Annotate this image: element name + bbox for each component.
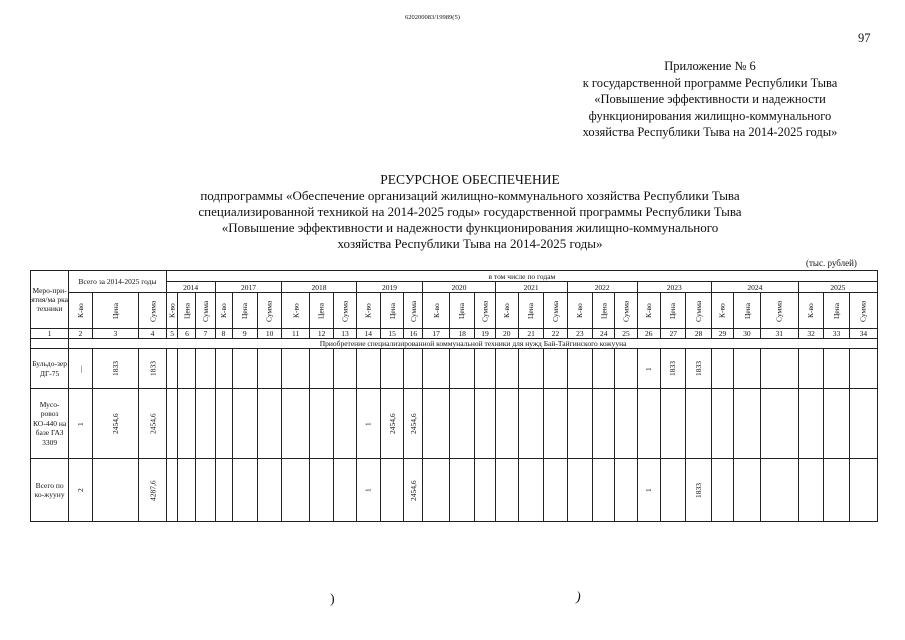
cell-2019-sum: 2454,6 — [404, 459, 423, 522]
cell-total-sum: 4287,6 — [139, 459, 167, 522]
year-header: 2025 — [798, 282, 877, 293]
sub-sum: Сумма — [196, 293, 215, 329]
table-row — [31, 389, 878, 459]
document-code: 620200083/19989(5) — [405, 14, 460, 21]
col-number: 29 — [711, 329, 733, 339]
sub-header-row — [31, 293, 878, 329]
sub-qty: К-во — [423, 293, 450, 329]
table-row — [31, 349, 878, 389]
sub-price: Цена — [660, 293, 685, 329]
year-header: 2018 — [282, 282, 356, 293]
appendix-line: хозяйства Республики Тыва на 2014-2025 годы» — [582, 125, 838, 139]
col-number: 25 — [615, 329, 637, 339]
sub-qty: К-во — [356, 293, 380, 329]
col-number: 24 — [593, 329, 615, 339]
col-number: 15 — [381, 329, 404, 339]
cell-total-qty: 1 — [69, 389, 92, 459]
col-number: 22 — [544, 329, 567, 339]
sub-qty: К-во — [282, 293, 310, 329]
cell-total-qty: 2 — [69, 459, 92, 522]
col-number: 6 — [178, 329, 196, 339]
row-name: Мусо-ровоз КО-440 на базе ГАЗ 3309 — [31, 389, 69, 459]
cell-2023-qty: 1 — [637, 459, 660, 522]
col-number: 20 — [495, 329, 518, 339]
sub-qty: К-во — [711, 293, 733, 329]
sub-price: Цена — [824, 293, 849, 329]
sub-sum: Сумма — [334, 293, 356, 329]
col-number: 11 — [282, 329, 310, 339]
col-number: 23 — [567, 329, 592, 339]
col-number: 31 — [760, 329, 798, 339]
col-number: 7 — [196, 329, 215, 339]
year-header: 2019 — [356, 282, 423, 293]
document-title — [120, 172, 820, 252]
units-label: (тыс. рублей) — [806, 258, 857, 268]
col-number: 19 — [475, 329, 495, 339]
sub-qty: К-во — [166, 293, 178, 329]
col-number: 1 — [31, 329, 69, 339]
sub-qty: К-во — [798, 293, 823, 329]
row-name: Бульдо-зер ДГ-75 — [31, 349, 69, 389]
appendix-line: функционирования жилищно-коммунального — [588, 108, 832, 123]
col-number: 28 — [686, 329, 711, 339]
col-number: 10 — [257, 329, 281, 339]
sub-qty: К-во — [215, 293, 232, 329]
cell-total-price — [92, 459, 139, 522]
col-number: 16 — [404, 329, 423, 339]
sub-price: Цена — [518, 293, 543, 329]
col-number: 12 — [309, 329, 333, 339]
sub-qty: К-во — [637, 293, 660, 329]
resource-table — [30, 270, 878, 522]
sub-sum: Сумма — [760, 293, 798, 329]
col-number: 2 — [69, 329, 92, 339]
subtitle-line: подпрограммы «Обеспечение организаций жилищно-коммунального хозяйства Республики Тыва — [200, 188, 740, 203]
col-number: 17 — [423, 329, 450, 339]
margin-mark: ) — [574, 589, 583, 606]
page-number: 97 — [858, 31, 871, 45]
sub-price: Цена — [381, 293, 404, 329]
cell-total-sum: 2454,6 — [139, 389, 167, 459]
section-header: Приобретение специализированной коммунальной техники для нужд Бай-Тайгинского кожууна — [69, 339, 878, 349]
col-number: 30 — [734, 329, 761, 339]
col-by-year-header: в том числе по годам — [166, 271, 877, 282]
cell-2023-sum: 1833 — [686, 349, 711, 389]
sub-qty: К-во — [69, 293, 92, 329]
sub-qty: К-во — [567, 293, 592, 329]
col-total-header: Всего за 2014-2025 годы — [69, 271, 167, 293]
cell-total-price: 1833 — [92, 349, 139, 389]
year-header: 2017 — [215, 282, 282, 293]
col-number: 27 — [660, 329, 685, 339]
col-number: 26 — [637, 329, 660, 339]
sub-sum: Сумма — [544, 293, 567, 329]
sub-sum: Сумма — [475, 293, 495, 329]
title-heading: РЕСУРСНОЕ ОБЕСПЕЧЕНИЕ — [380, 172, 560, 187]
col-number: 34 — [849, 329, 877, 339]
year-header: 2021 — [495, 282, 567, 293]
sub-price: Цена — [178, 293, 196, 329]
appendix-line: к государственной программе Республики Тыва — [582, 75, 838, 90]
sub-sum: Сумма — [404, 293, 423, 329]
year-header: 2020 — [423, 282, 495, 293]
col-number: 4 — [139, 329, 167, 339]
subtitle-line: специализированной техникой на 2014-2025 годы» государственной программы Республики Тыва — [198, 204, 742, 219]
sub-sum: Сумма — [849, 293, 877, 329]
cell-2019-qty: 1 — [356, 389, 380, 459]
sub-sum: Сумма — [615, 293, 637, 329]
col-number: 3 — [92, 329, 139, 339]
sub-price: Цена — [309, 293, 333, 329]
subtitle-line: хозяйства Республики Тыва на 2014-2025 годы» — [337, 236, 603, 251]
sub-qty: К-во — [495, 293, 518, 329]
sub-price: Цена — [92, 293, 139, 329]
cell-total-price: 2454,6 — [92, 389, 139, 459]
year-header: 2022 — [567, 282, 637, 293]
sub-price: Цена — [734, 293, 761, 329]
cell-total-sum: 1833 — [139, 349, 167, 389]
col-number: 5 — [166, 329, 178, 339]
col-number: 9 — [232, 329, 257, 339]
year-header: 2014 — [166, 282, 215, 293]
col-number: 18 — [449, 329, 474, 339]
row-name: Всего по ко-жууну — [31, 459, 69, 522]
sub-price: Цена — [449, 293, 474, 329]
column-numbers-row — [31, 329, 878, 339]
cell-2019-sum: 2454,6 — [404, 389, 423, 459]
subtitle-line: «Повышение эффективности и надежности функционирования жилищно-коммунального — [221, 220, 719, 235]
cell-total-qty: — — [69, 349, 92, 389]
appendix-block — [520, 58, 900, 141]
cell-2023-qty: 1 — [637, 349, 660, 389]
sub-sum: Сумма — [686, 293, 711, 329]
margin-mark: ) — [330, 592, 335, 607]
sub-price: Цена — [593, 293, 615, 329]
appendix-line: Приложение № 6 — [664, 59, 756, 73]
sub-sum: Сумма — [139, 293, 167, 329]
appendix-line: «Повышение эффективности и надежности — [594, 92, 826, 106]
cell-2019-price: 2454,6 — [381, 389, 404, 459]
cell-2023-price: 1833 — [660, 349, 685, 389]
col-number: 13 — [334, 329, 356, 339]
col-number: 33 — [824, 329, 849, 339]
col-measures-header: Меро-при-ятия/ма рка техники — [31, 271, 69, 329]
col-number: 32 — [798, 329, 823, 339]
col-number: 14 — [356, 329, 380, 339]
sub-price: Цена — [232, 293, 257, 329]
col-number: 8 — [215, 329, 232, 339]
col-number: 21 — [518, 329, 543, 339]
sub-sum: Сумма — [257, 293, 281, 329]
cell-2023-sum: 1833 — [686, 459, 711, 522]
cell-2019-qty: 1 — [356, 459, 380, 522]
year-header: 2023 — [637, 282, 711, 293]
table-row — [31, 459, 878, 522]
year-header: 2024 — [711, 282, 798, 293]
